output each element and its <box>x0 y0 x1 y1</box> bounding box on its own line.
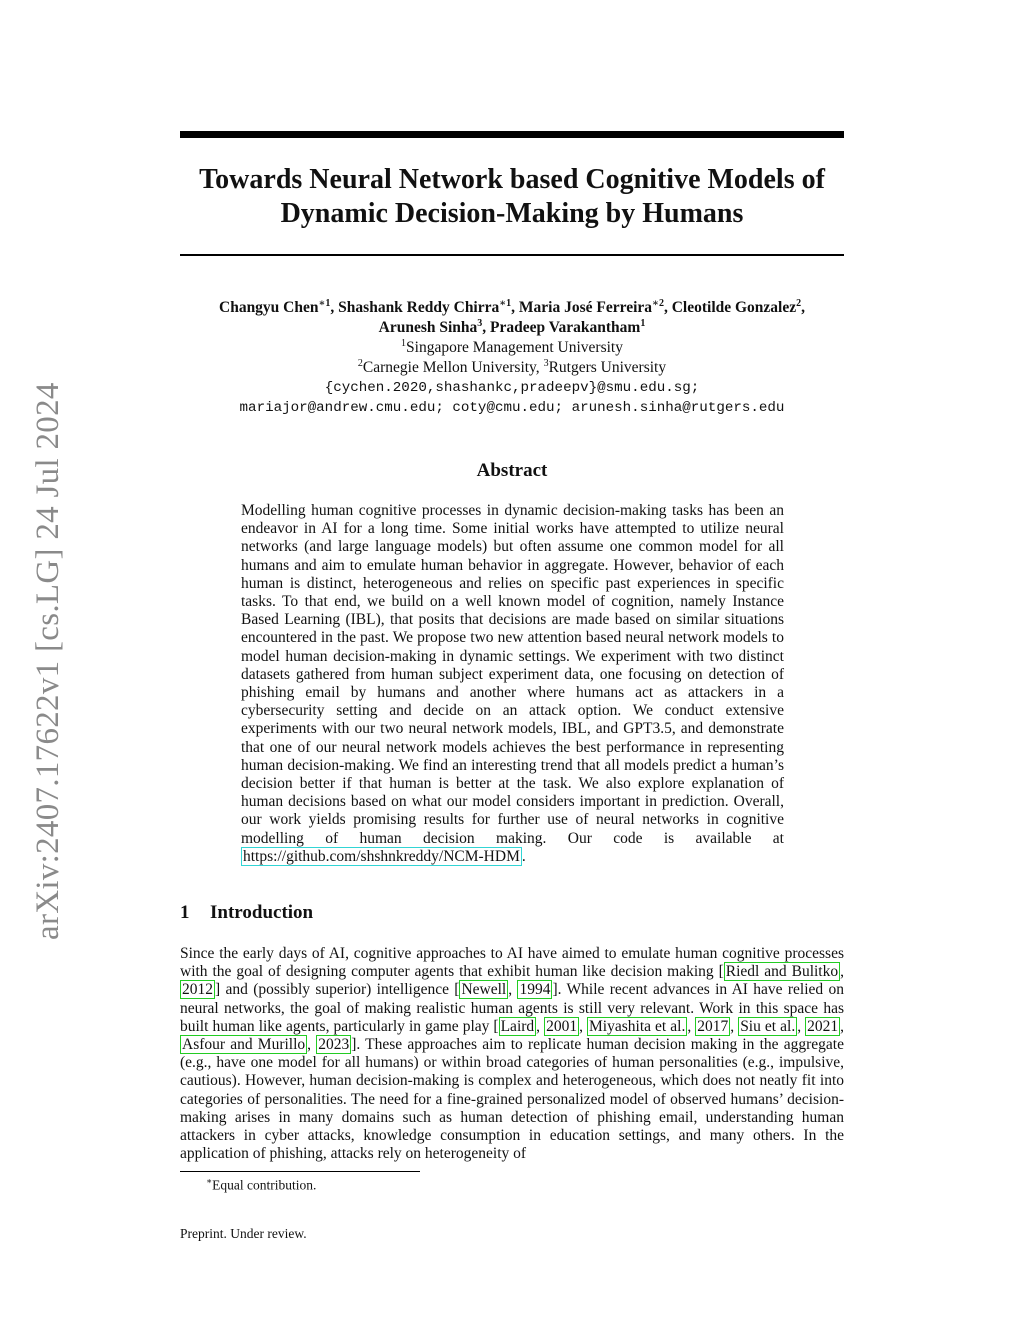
email-line-1: {cychen.2020,shashankc,pradeepv}@smu.edu.sg; <box>324 380 700 396</box>
affiliation-line-1: $^1$Singapore Management University <box>401 337 623 356</box>
paper-title <box>180 163 844 231</box>
arxiv-identifier: arXiv:2407.17622v1 [cs.LG] 24 Jul 2024 <box>30 382 66 940</box>
author-separator: , <box>482 319 491 336</box>
citation-link[interactable]: 2023 <box>318 1036 350 1054</box>
citation-link[interactable]: Newell <box>461 981 507 999</box>
title-line-2: Dynamic Decision-Making by Humans <box>280 198 744 229</box>
author-name: Maria José Ferreira <box>518 299 653 316</box>
author-superscript: ∗2 <box>652 297 664 309</box>
author-superscript: 3 <box>477 317 483 329</box>
citation-link[interactable]: 2017 <box>697 1017 729 1035</box>
affiliation-line-2: $^2$Carnegie Mellon University, $^3$Rutgers University <box>357 357 667 376</box>
citation-link[interactable]: Asfour and Murillo <box>182 1036 306 1054</box>
introduction-paragraph: Since the early days of AI, cognitive approaches to AI have aimed to emulate human cognitive processes with the goal of designing computer agents that exhibit human like decision making [ Riedl and Bulitko , 2012 ] and (possibly superior) intelligence [ Newell , 1994 ]. While recent advances in AI have relied on neural networks, the goal of making realistic human agents is still very relevant. Work in this space has built human like agents, particularly in game play [ Laird , 2001 , Miyashita et al. , 2017 , Siu et al. , 2021 , Asfour and Murillo , 2023 ]. These approaches aim to replicate human decision making in the aggregate (e.g., have one model for all humans) or within broad categories of human personalities (e.g., impulsive, cautious). However, human decision-making is complex and heterogeneous, which does not neatly fit into categories of personalities. The need for a fine-grained personalized model of observed humans’ decision-making arises in many domains such as human detection of phishing email, understanding human attackers in cyber attacks, knowledge consumption in education settings, and many others. In the application of phishing, attacks rely on heterogeneity of <box>180 945 845 1163</box>
author-names <box>180 298 844 338</box>
author-superscript: ∗1 <box>318 297 331 309</box>
author-name: Pradeep Varakantham <box>490 319 641 336</box>
code-repository-link[interactable]: https://github.com/shshnkreddy/NCM-HDM <box>243 847 520 865</box>
section-number: 1 <box>180 902 190 923</box>
author-superscript: 2 <box>796 297 802 309</box>
citation-link[interactable]: 2021 <box>807 1017 839 1035</box>
citation-link[interactable]: Laird <box>500 1017 535 1035</box>
footnote-text: Equal contribution. <box>212 1177 317 1193</box>
email-line-2: mariajor@andrew.cmu.edu; coty@cmu.edu; arunesh.sinha@rutgers.edu <box>239 400 785 416</box>
author-superscript: ∗1 <box>499 297 512 309</box>
author-superscript: 1 <box>640 317 646 329</box>
citation-link[interactable]: 1994 <box>519 981 551 999</box>
citation-link[interactable]: Miyashita et al. <box>589 1017 686 1035</box>
author-block <box>180 298 844 418</box>
section-title: Introduction <box>210 902 314 923</box>
abstract-body: Modelling human cognitive processes in dynamic decision-making tasks has been an endeavor in AI for a long time. Some initial works have attempted to utilize neural networks (and large language models) but often assume one common model for all humans and aim to emulate human behavior in aggregate. However, behavior of each human is distinct, heterogeneous and relies on specific past experiences in specific tasks. To that end, we build on a well known model of cognition, namely Instance Based Learning (IBL), that posits that decisions are made based on similar situations encountered in the past. We propose two new attention based neural network models to model human decision-making in dynamic settings. We experiment with two distinct datasets gathered from human subject experiment data, one focusing on detection of phishing email by humans and another where humans act as attackers in a cybersecurity setting and decide on an attack option. We conduct extensive experiments with our two neural network models, IBL, and GPT3.5, and demonstrate that one of our neural network models achieves the best performance in representing human decision-making. We find an interesting trend that all models predict a human’s decision better if that human is better at the task. We also explore explanation of human decisions based on what our model considers important in prediction. Overall, our work yields promising results for further use of neural networks in cognitive modelling of human decision making. Our code is available at https://github.com/shshnkreddy/NCM-HDM . <box>241 502 784 865</box>
author-separator: , <box>330 299 339 316</box>
author-separator: , <box>801 299 805 316</box>
citation-link[interactable]: 2001 <box>546 1017 578 1035</box>
preprint-notice: Preprint. Under review. <box>180 1226 307 1241</box>
section-heading-introduction <box>180 902 844 924</box>
author-name: Arunesh Sinha <box>378 319 478 336</box>
abstract-heading: Abstract <box>476 460 548 481</box>
author-name: Cleotilde Gonzalez <box>671 299 797 316</box>
citation-link[interactable]: 2012 <box>182 981 213 999</box>
author-separator: , <box>663 299 672 316</box>
author-name: Shashank Reddy Chirra <box>338 299 500 316</box>
citation-link[interactable]: Siu et al. <box>740 1017 796 1035</box>
footnote-rule <box>180 1171 420 1172</box>
author-separator: , <box>511 299 519 316</box>
title-top-rule <box>180 131 844 138</box>
author-name: Changyu Chen <box>219 299 319 316</box>
footnote <box>206 1176 316 1194</box>
citation-link[interactable]: Riedl and Bulitko <box>725 963 839 981</box>
title-line-1: Towards Neural Network based Cognitive Models of <box>199 164 825 195</box>
title-bottom-rule <box>180 254 844 256</box>
footnote-mark: ∗ <box>206 1176 213 1186</box>
abstract-text: Modelling human cognitive processes in dynamic decision-making tasks has been an endeavor in AI for a long time. Some initial works have attempted to utilize neural networks (and large language models) but often assume one common model for all humans and aim to emulate human behavior in aggregate. However, behavior of each human is distinct, heterogeneous and relies on specific past experiences in specific tasks. To that end, we build on a well known model of cognition, namely Instance Based Learning (IBL), that posits that decisions are made based on similar situations encountered in the past. We propose two new attention based neural network models to model human decision-making in dynamic settings. We experiment with two distinct datasets gathered from human subject experiment data, one focusing on detection of phishing email by humans and another where humans act as attackers in a cybersecurity setting and decide on an attack option. We conduct extensive experiments with our two neural network models, IBL, and GPT3.5, and demonstrate that one of our neural network models achieves the best performance in representing human decision-making. We find an interesting trend that all models predict a human’s decision better if that human is better at the task. We also explore explanation of human decisions based on what our model considers important in prediction. Overall, our work yields promising results for further use of neural networks in cognitive modelling of human decision making. Our code is available at <box>241 502 784 847</box>
